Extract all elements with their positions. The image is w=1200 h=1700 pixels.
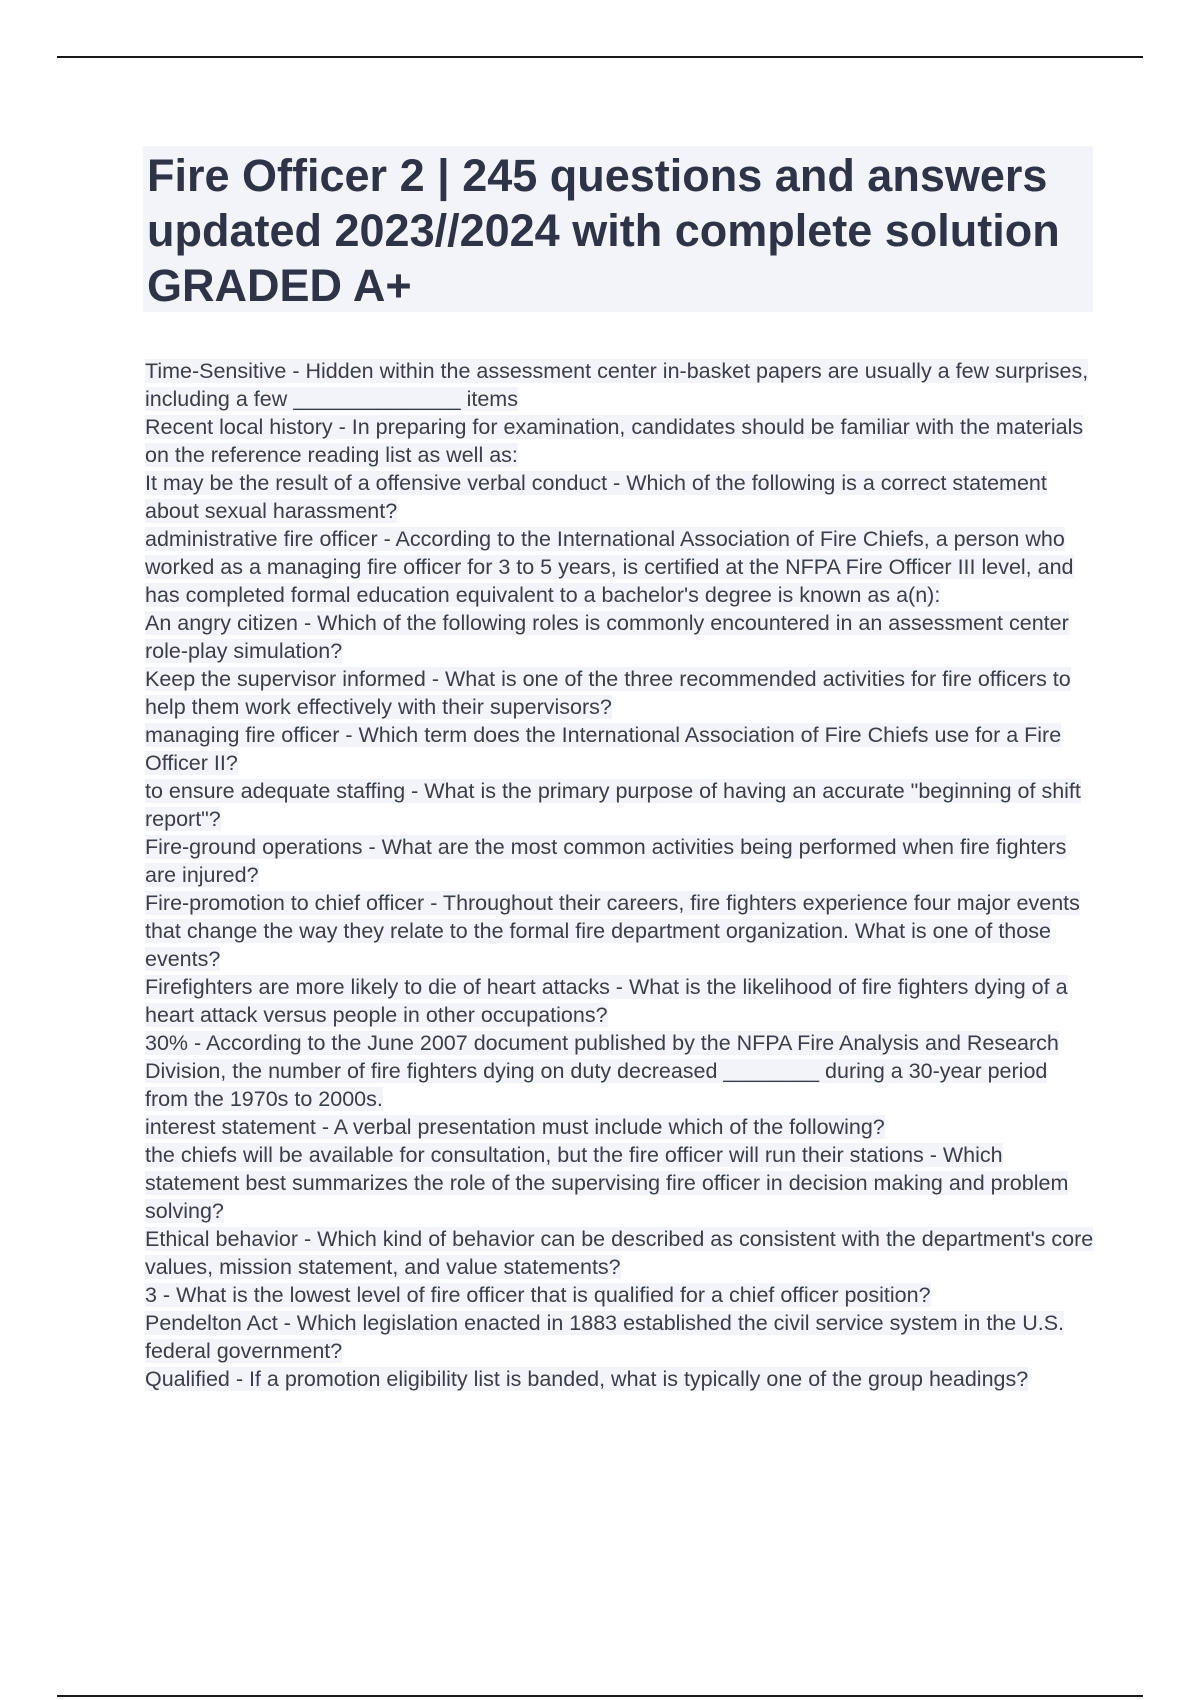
qa-item [145, 413, 1095, 469]
qa-item [145, 1141, 1095, 1225]
qa-item [145, 1281, 1095, 1309]
qa-item-text: Fire-promotion to chief officer - Throughout their careers, fire fighters experience four major events that change the way they relate to the formal fire department organization. What is one of those events? [145, 891, 1080, 971]
qa-item-text: It may be the result of a offensive verbal conduct - Which of the following is a correct statement about sexual harassment? [145, 471, 1047, 523]
qa-item [145, 357, 1095, 413]
question-answer-list [145, 357, 1095, 1393]
qa-item [145, 1113, 1095, 1141]
qa-item [145, 889, 1095, 973]
qa-item [145, 525, 1095, 609]
qa-item-text: the chiefs will be available for consultation, but the fire officer will run their stations - Which statement best summarizes the role of the supervising fire officer in decision making and problem solving? [145, 1143, 1069, 1223]
qa-item [145, 469, 1095, 525]
qa-item [145, 609, 1095, 665]
qa-item [145, 1365, 1095, 1393]
qa-item-text: 30% - According to the June 2007 document published by the NFPA Fire Analysis and Research Division, the number of fire fighters dying on duty decreased ________ during a 30-year period from the 1970s to 2000s. [145, 1031, 1059, 1111]
qa-item [145, 973, 1095, 1029]
qa-item [145, 1029, 1095, 1113]
qa-item-text: interest statement - A verbal presentation must include which of the following? [145, 1115, 885, 1139]
qa-item-text: Recent local history - In preparing for examination, candidates should be familiar with the materials on the reference reading list as well as: [145, 415, 1084, 467]
qa-item-text: Pendelton Act - Which legislation enacted in 1883 established the civil service system in the U.S. federal government? [145, 1311, 1065, 1363]
qa-item-text: Keep the supervisor informed - What is one of the three recommended activities for fire officers to help them work effectively with their supervisors? [145, 667, 1071, 719]
qa-item [145, 1225, 1095, 1281]
qa-item-text: Fire-ground operations - What are the most common activities being performed when fire fighters are injured? [145, 835, 1067, 887]
qa-item-text: Ethical behavior - Which kind of behavior can be described as consistent with the department's core values, mission statement, and value statements? [145, 1227, 1094, 1279]
qa-item-text: administrative fire officer - According to the International Association of Fire Chiefs, a person who worked as a managing fire officer for 3 to 5 years, is certified at the NFPA Fire Officer III level, and has completed formal education equivalent to a bachelor's degree is known as a(n): [145, 527, 1074, 607]
qa-item-text: Qualified - If a promotion eligibility list is banded, what is typically one of the group headings? [145, 1367, 1029, 1391]
top-divider [57, 56, 1143, 58]
title-block [143, 146, 1093, 312]
qa-item-text: managing fire officer - Which term does the International Association of Fire Chiefs use for a Fire Officer II? [145, 723, 1062, 775]
qa-item-text: An angry citizen - Which of the following roles is commonly encountered in an assessment center role-play simulation? [145, 611, 1069, 663]
qa-item [145, 1309, 1095, 1365]
qa-item-text: 3 - What is the lowest level of fire officer that is qualified for a chief officer position? [145, 1283, 931, 1307]
qa-item [145, 721, 1095, 777]
qa-item [145, 777, 1095, 833]
qa-item [145, 833, 1095, 889]
bottom-divider [57, 1695, 1143, 1697]
qa-item-text: Time-Sensitive - Hidden within the assessment center in-basket papers are usually a few surprises, including a few ______________ items [145, 359, 1089, 411]
document-title: Fire Officer 2 | 245 questions and answers updated 2023//2024 with complete solution GRADED A+ [147, 150, 1060, 311]
qa-item [145, 665, 1095, 721]
qa-item-text: Firefighters are more likely to die of heart attacks - What is the likelihood of fire fighters dying of a heart attack versus people in other occupations? [145, 975, 1068, 1027]
qa-item-text: to ensure adequate staffing - What is the primary purpose of having an accurate "beginning of shift report"? [145, 779, 1081, 831]
